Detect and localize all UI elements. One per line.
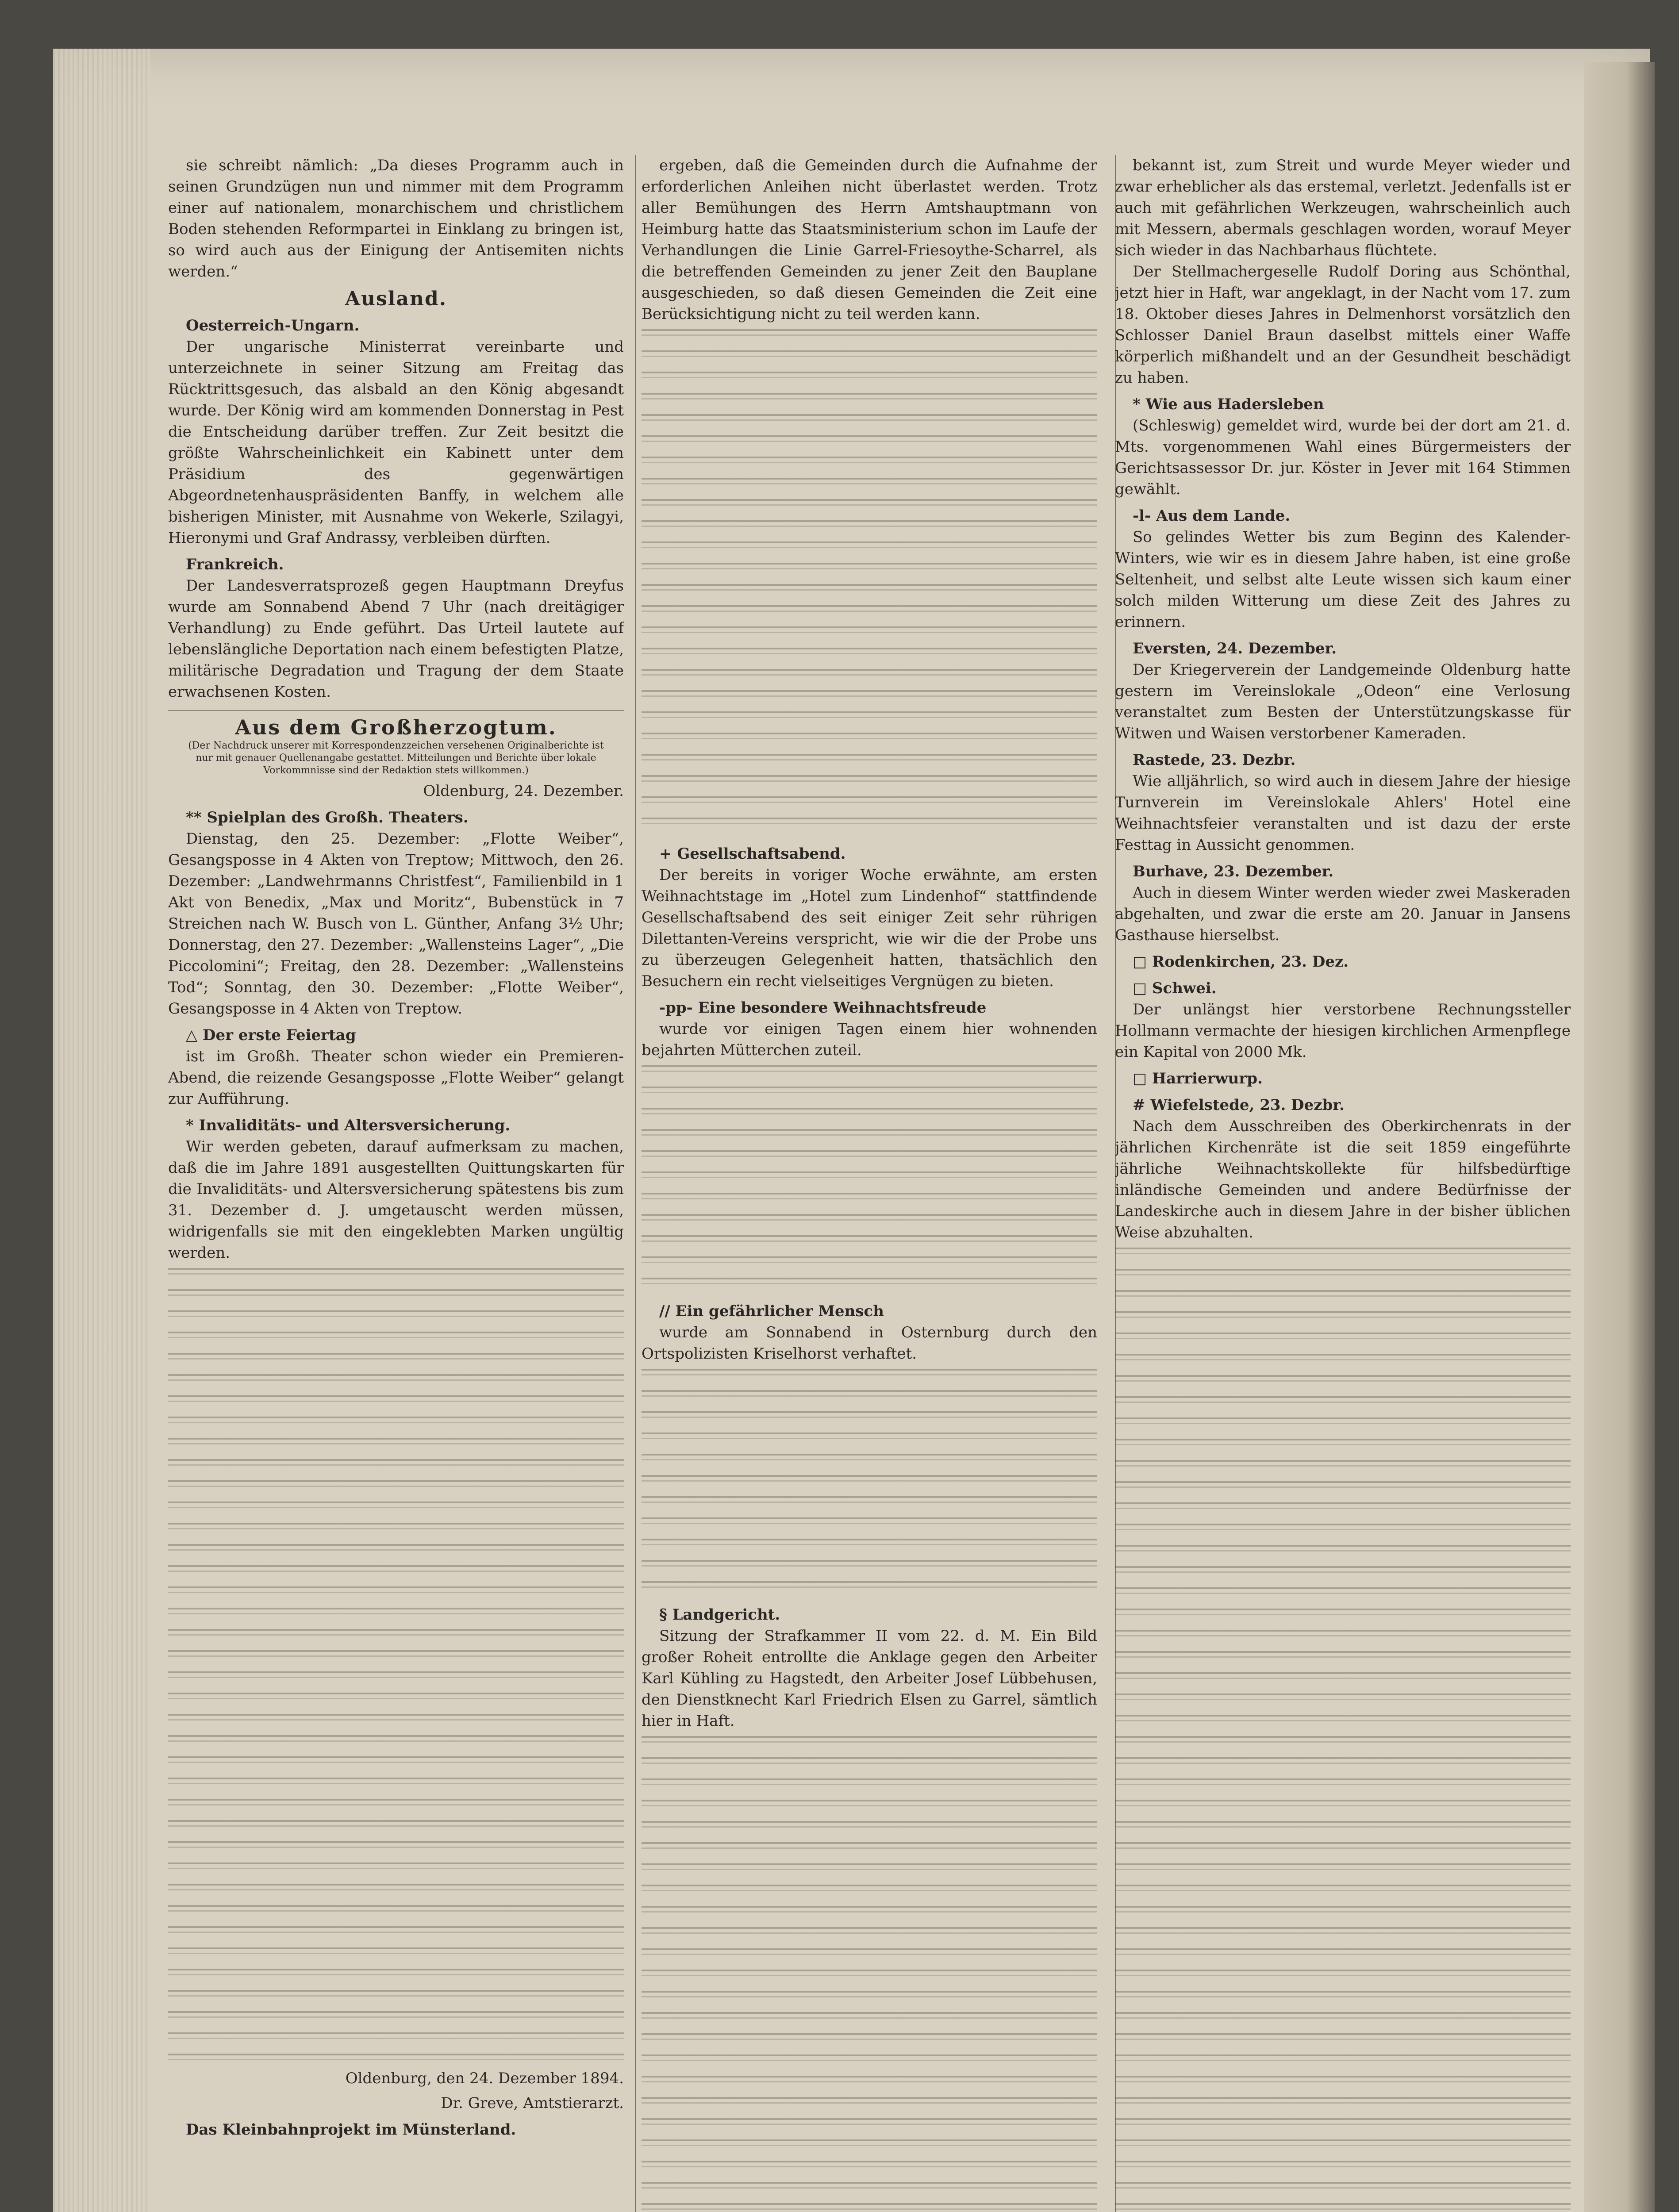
article-body: Der Landesverratsprozeß gegen Hauptmann Dreyfus wurde am Sonnabend Abend 7 Uhr (nach dreitägiger Verhandlung) zu Ende geführt. Das Urteil lautete auf lebenslängliche Deportation nach einem befestigten Platze, militärische Degradation und Tragung der dem Staate erwachsenen Kosten. bbox=[168, 577, 624, 701]
article-intro: ergeben, daß die Gemeinden durch die Aufnahme der erforderlichen Anleihen nicht überlastet werden. Trotz aller Bemühungen des Herrn Amtshauptmann von Heimburg hatte das Staatsministerium schon im Laufe der Verhandlungen die Linie Garrel-Friesoythe-Scharrel, als die betreffenden Gemeinden zu jener Zeit den Bauplane ausgeschieden, so daß diesen Gemeinden die Zeit eine Berücksichtigung nicht zu teil werden kann. bbox=[642, 157, 1097, 323]
article-lead: -l- Aus dem Lande. bbox=[1133, 507, 1291, 525]
text-filler bbox=[642, 1736, 1097, 2212]
section-heading-grossherzogtum: Aus dem Großherzogtum. bbox=[168, 710, 624, 738]
article-body: Der unlängst hier verstorbene Rechnungssteller Hollmann vermachte der hiesigen kirchlichen Armenpflege ein Kapital von 2000 Mk. bbox=[1115, 1001, 1571, 1061]
article-lead: * Wie aus Hadersleben bbox=[1133, 396, 1324, 413]
column-3 bbox=[1115, 155, 1571, 2212]
article-lead: § Landgericht. bbox=[659, 1606, 780, 1624]
article-lead: Oesterreich-Ungarn. bbox=[186, 317, 360, 334]
column-1 bbox=[168, 155, 624, 2212]
article-lead: Burhave, 23. Dezember. bbox=[1133, 863, 1334, 880]
column-2 bbox=[642, 155, 1097, 2212]
article-intro: sie schreibt nämlich: „Da dieses Programm auch in seinen Grundzügen nun und nimmer mit dem Programm einer auf nationalem, monarchischem und christlichem Boden stehenden Reformpartei in Einklang zu bringen ist, so wird auch aus der Einigung der Antisemiten nichts werden.“ bbox=[168, 157, 624, 280]
article-lead: + Gesellschaftsabend. bbox=[659, 845, 846, 863]
article-body: Der Stellmachergeselle Rudolf Doring aus Schönthal, jetzt hier in Haft, war angeklagt, in der Nacht vom 17. zum 18. Oktober dieses Jahres in Delmenhorst vorsätzlich den Schlosser Daniel Braun daselbst mittels einer Waffe körperlich mißhandelt und an der Gesundheit beschädigt zu haben. bbox=[1115, 263, 1571, 387]
article-body: Sitzung der Strafkammer II vom 22. d. M. Ein Bild großer Roheit entrollte die Anklage gegen den Arbeiter Karl Kühling zu Hagstedt, den Arbeiter Josef Lübbehusen, den Dienstknecht Karl Friedrich Elsen zu Garrel, sämtlich hier in Haft. bbox=[642, 1627, 1097, 1730]
text-filler bbox=[642, 1369, 1097, 1599]
page-stack-right-edge bbox=[1584, 62, 1655, 2212]
article-body: (Schleswig) gemeldet wird, wurde bei der dort am 21. d. Mts. vorgenommenen Wahl eines Bürgermeisters der Gerichtsassessor Dr. jur. Köster in Jever mit 164 Stimmen gewählt. bbox=[1115, 417, 1571, 498]
text-filler bbox=[642, 329, 1097, 838]
article-lead: Eversten, 24. Dezember. bbox=[1133, 640, 1337, 657]
article-body: Der bereits in voriger Woche erwähnte, am ersten Weihnachtstage im „Hotel zum Lindenhof“ stattfindende Gesellschaftsabend des seit einiger Zeit sehr rührigen Dilettanten-Vereins verspricht, wie wir die der Probe uns zu überzeugen Gelegenheit hatten, thatsächlich den Besuchern ein recht vielseitiges Vergnügen zu bieten. bbox=[642, 866, 1097, 990]
article-lead: ** Spielplan des Großh. Theaters. bbox=[186, 809, 469, 826]
article-lead: * Invaliditäts- und Altersversicherung. bbox=[186, 1117, 511, 1134]
article-body: Wie alljährlich, so wird auch in diesem Jahre der hiesige Turnverein im Vereinslokale Ahlers' Hotel eine Weihnachtsfeier veranstalten und ist dazu der erste Festtag in Aussicht genommen. bbox=[1115, 772, 1571, 854]
section-heading-ausland: Ausland. bbox=[345, 288, 447, 310]
article-body: Der Kriegerverein der Landgemeinde Oldenburg hatte gestern im Vereinslokale „Odeon“ eine Verlosung veranstaltet zum Besten der Unterstützungskasse für Witwen und Waisen verstorbener Kameraden. bbox=[1115, 661, 1571, 742]
article-lead: Das Kleinbahnprojekt im Münsterland. bbox=[186, 2121, 516, 2139]
article-body: Dienstag, den 25. Dezember: „Flotte Weiber“, Gesangsposse in 4 Akten von Treptow; Mittwoch, den 26. Dezember: „Landwehrmanns Christfest“, Familienbild in 1 Akt von Benedix, „Max und Moritz“, Bubenstück in 7 Streichen nach W. Busch von L. Günther, Anfang 3½ Uhr; Donnerstag, den 27. Dezember: „Wallensteins Lager“, „Die Piccolomini“; Freitag, den 28. Dezember: „Wallensteins Tod“; Sonntag, den 30. Dezember: „Flotte Weiber“, Gesangsposse in 4 Akten von Treptow. bbox=[168, 830, 624, 1018]
article-body: Wir werden gebeten, darauf aufmerksam zu machen, daß die im Jahre 1891 ausgestellten Quittungskarten für die Invaliditäts- und Altersversicherung spätestens bis zum 31. Dezember d. J. umgetauscht werden müssen, widrigenfalls sie mit den eingeklebten Marken ungültig werden. bbox=[168, 1138, 624, 1262]
dateline: Oldenburg, 24. Dezember. bbox=[423, 782, 624, 800]
article-lead: // Ein gefährlicher Mensch bbox=[659, 1302, 884, 1320]
page-stack-left-edge bbox=[53, 49, 150, 2212]
article-lead: # Wiefelstede, 23. Dezbr. bbox=[1133, 1096, 1345, 1114]
signature-date: Oldenburg, den 24. Dezember 1894. bbox=[345, 2070, 624, 2087]
text-filler bbox=[1115, 1248, 1571, 2212]
article-lead: □ Schwei. bbox=[1133, 979, 1217, 997]
text-filler bbox=[168, 1268, 624, 2064]
article-lead: □ Rodenkirchen, 23. Dez. bbox=[1133, 953, 1349, 971]
article-intro: bekannt ist, zum Streit und wurde Meyer wieder und zwar erheblicher als das erstemal, verletzt. Jedenfalls ist er auch mit gefährlichen Werkzeugen, wahrscheinlich auch mit Messern, abermals geschlagen worden, worauf Meyer sich wieder in das Nachbarhaus flüchtete. bbox=[1115, 157, 1571, 259]
text-filler bbox=[642, 1065, 1097, 1295]
article-body: ist im Großh. Theater schon wieder ein Premieren-Abend, die reizende Gesangsposse „Flotte Weiber“ gelangt zur Aufführung. bbox=[168, 1048, 624, 1108]
article-lead: △ Der erste Feiertag bbox=[186, 1026, 356, 1044]
article-body: wurde vor einigen Tagen einem hier wohnenden bejahrten Mütterchen zuteil. bbox=[642, 1020, 1097, 1059]
signature-name: Dr. Greve, Amtstierarzt. bbox=[441, 2094, 624, 2112]
article-lead: -pp- Eine besondere Weihnachtsfreude bbox=[659, 999, 987, 1017]
section-note: (Der Nachdruck unserer mit Korrespondenzzeichen versehenen Originalberichte ist nur mit genauer Quellenangabe gestattet. Mitteilungen und Berichte über lokale Vorkommnisse sind der Redaktion stets willkommen.) bbox=[188, 740, 604, 776]
article-body: Nach dem Ausschreiben des Oberkirchenrats in der jährlichen Kirchenräte ist die seit 1859 eingeführte jährliche Weihnachtskollekte für hilfsbedürftige inländische Gemeinden und andere Bedürfnisse der Landeskirche auch in diesem Jahre in der bisher üblichen Weise abzuhalten. bbox=[1115, 1118, 1571, 1241]
article-body: So gelindes Wetter bis zum Beginn des Kalender-Winters, wie wir es in diesem Jahre haben, ist eine große Seltenheit, und selbst alte Leute wissen sich kaum einer solch milden Witterung um diese Zeit des Jahres zu erinnern. bbox=[1115, 528, 1571, 631]
newspaper-columns bbox=[168, 155, 1571, 2212]
article-body: Auch in diesem Winter werden wieder zwei Maskeraden abgehalten, und zwar die erste am 20. Januar in Jansens Gasthause hierselbst. bbox=[1115, 884, 1571, 944]
article-body: wurde am Sonnabend in Osternburg durch den Ortspolizisten Kriselhorst verhaftet. bbox=[642, 1324, 1097, 1363]
article-body: Der ungarische Ministerrat vereinbarte und unterzeichnete in seiner Sitzung am Freitag das Rücktrittsgesuch, das alsbald an den König abgesandt wurde. Der König wird am kommenden Donnerstag in Pest die Entscheidung darüber treffen. Zur Zeit besitzt die größte Wahrscheinlichkeit ein Kabinett unter dem Präsidium des gegenwärtigen Abgeordnetenhauspräsidenten Banffy, in welchem alle bisherigen Minister, mit Ausnahme von Wekerle, Szilagyi, Hieronymi und Graf Andrassy, verbleiben dürften. bbox=[168, 338, 624, 547]
article-lead: Frankreich. bbox=[186, 556, 284, 573]
article-lead: □ Harrierwurp. bbox=[1133, 1070, 1263, 1087]
article-lead: Rastede, 23. Dezbr. bbox=[1133, 751, 1296, 769]
